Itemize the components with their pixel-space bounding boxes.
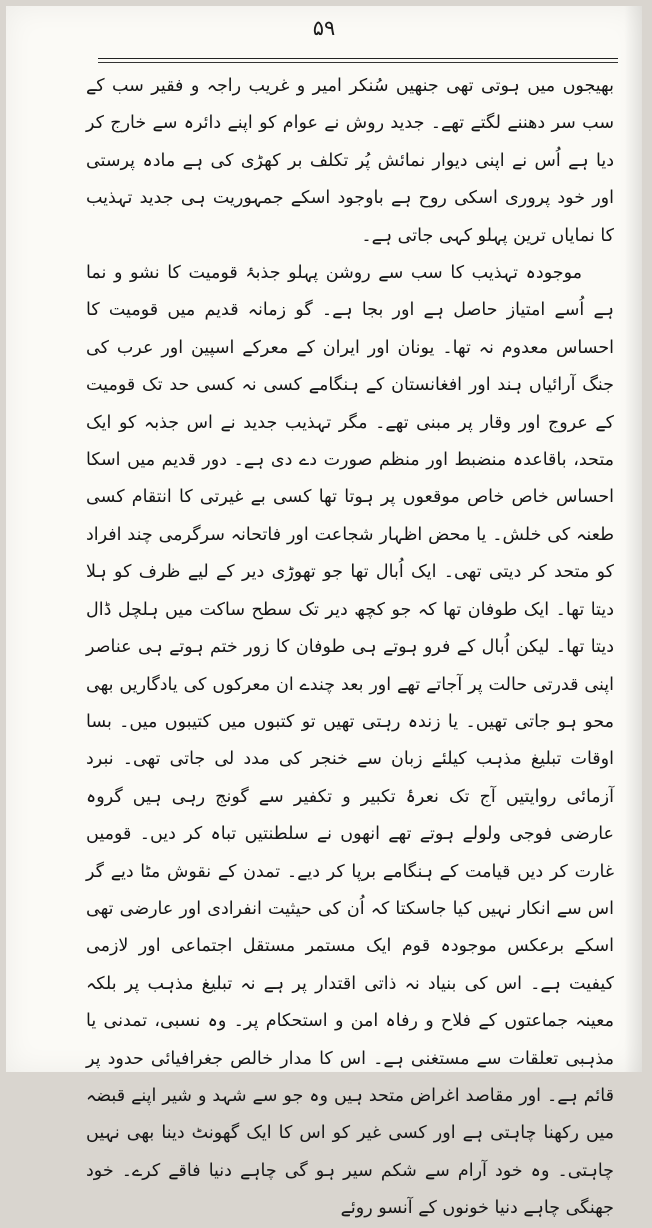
book-page [6,6,642,1219]
page-body [86,68,614,1228]
paragraph-1: بھیجوں میں ہوتی تھی جنھیں سُنکر امیر و غریب راجہ و فقیر سب کے سب سر دھننے لگتے تھے۔ جدید روش نے عوام کو اپنے دائرہ سے خارج کر دیا ہے اُس نے اپنی دیوار نمائش پُر تکلف بر کھڑی کی ہے مادہ پرستی اور خود پروری اسکی روح ہے باوجود اسکے جمہوریت ہی جدید تہذیب کا نمایاں ترین پہلو کہی جاتی ہے۔ [86,76,614,246]
page-number: ۵۹ [312,16,336,40]
header-rule [98,58,618,59]
page-fold-shadow [624,6,642,1072]
paragraph-2: موجودہ تہذیب کا سب سے روشن پہلو جذبۂ قومیت کا نشو و نما ہے اُسے امتیاز حاصل ہے اور بجا ہے۔ گو زمانہ قدیم میں قومیت کا احساس معدوم نہ تھا۔ یونان اور ایران کے معرکے اسپین اور عرب کی جنگ آرائیاں ہند اور افغانستان کے ہنگامے کسی نہ کسی حد تک قومیت کے عروج اور وقار پر مبنی تھے۔ مگر تہذیب جدید نے اس جذبہ کو ایک متحد، باقاعدہ منضبط اور منظم صورت دے دی ہے۔ دور قدیم میں اسکا احساس خاص خاص موقعوں پر ہوتا تھا کسی بے غیرتی کا انتقام کسی طعنہ کی خلش۔ یا محض اظہار شجاعت اور فاتحانہ سرگرمی چند افراد کو متحد کر دیتی تھی۔ ایک اُبال تھا جو تھوڑی دیر کے لیے ظرف کو ہلا دیتا تھا۔ ایک طوفان تھا کہ جو کچھ دیر تک سطح ساکت میں ہلچل ڈال دیتا تھا۔ لیکن اُبال کے فرو ہوتے ہی طوفان کا زور ختم ہوتے ہی عناصر اپنی قدرتی حالت پر آجاتے تھے اور بعد چندے ان معرکوں کی یادگاریں بھی محو ہو جاتی تھیں۔ یا زندہ رہتی تھیں تو کتبوں میں کتیبوں میں۔ بسا اوقات تبلیغ مذہب کیلئے زبان سے خنجر کی مدد لی جاتی تھی۔ نبرد آزمائی روایتیں آج تک نعرۂ تکبیر و تکفیر سے گونج رہی ہیں گروہ عارضی فوجی ولولے ہوتے تھے انھوں نے سلطنتیں تباہ کر دیں۔ قومیں غارت کر دیں قیامت کے ہنگامے برپا کر دیے۔ تمدن کے نقوش مٹا دیے گر اس سے انکار نہیں کیا جاسکتا کہ اُن کی حیثیت انفرادی اور عارضی تھی اسکے برعکس موجودہ قوم ایک مستمر مستقل اجتماعی اور لازمی کیفیت ہے۔ اس کی بنیاد نہ ذاتی اقتدار پر ہے نہ تبلیغ مذہب پر بلکہ معینہ جماعتوں کے فلاح و رفاہ امن و استحکام پر۔ وہ نسبی، تمدنی یا مذہبی تعلقات سے مستغنی ہے۔ اس کا مدار خالص جغرافیائی حدود پر قائم ہے۔ اور مقاصد اغراض متحد ہیں وہ جو سے شہد و شیر اپنے قبضہ میں رکھنا چاہتی ہے اور کسی غیر کو اس کا ایک گھونٹ دینا بھی نہیں چاہتی۔ وہ خود آرام سے شکم سیر ہو گی چاہے دنیا فاقے کرے۔ خود جھنگی چاہے دنیا خونوں کے آنسو روئے [86,263,614,1219]
header-rule-thin [98,62,618,63]
